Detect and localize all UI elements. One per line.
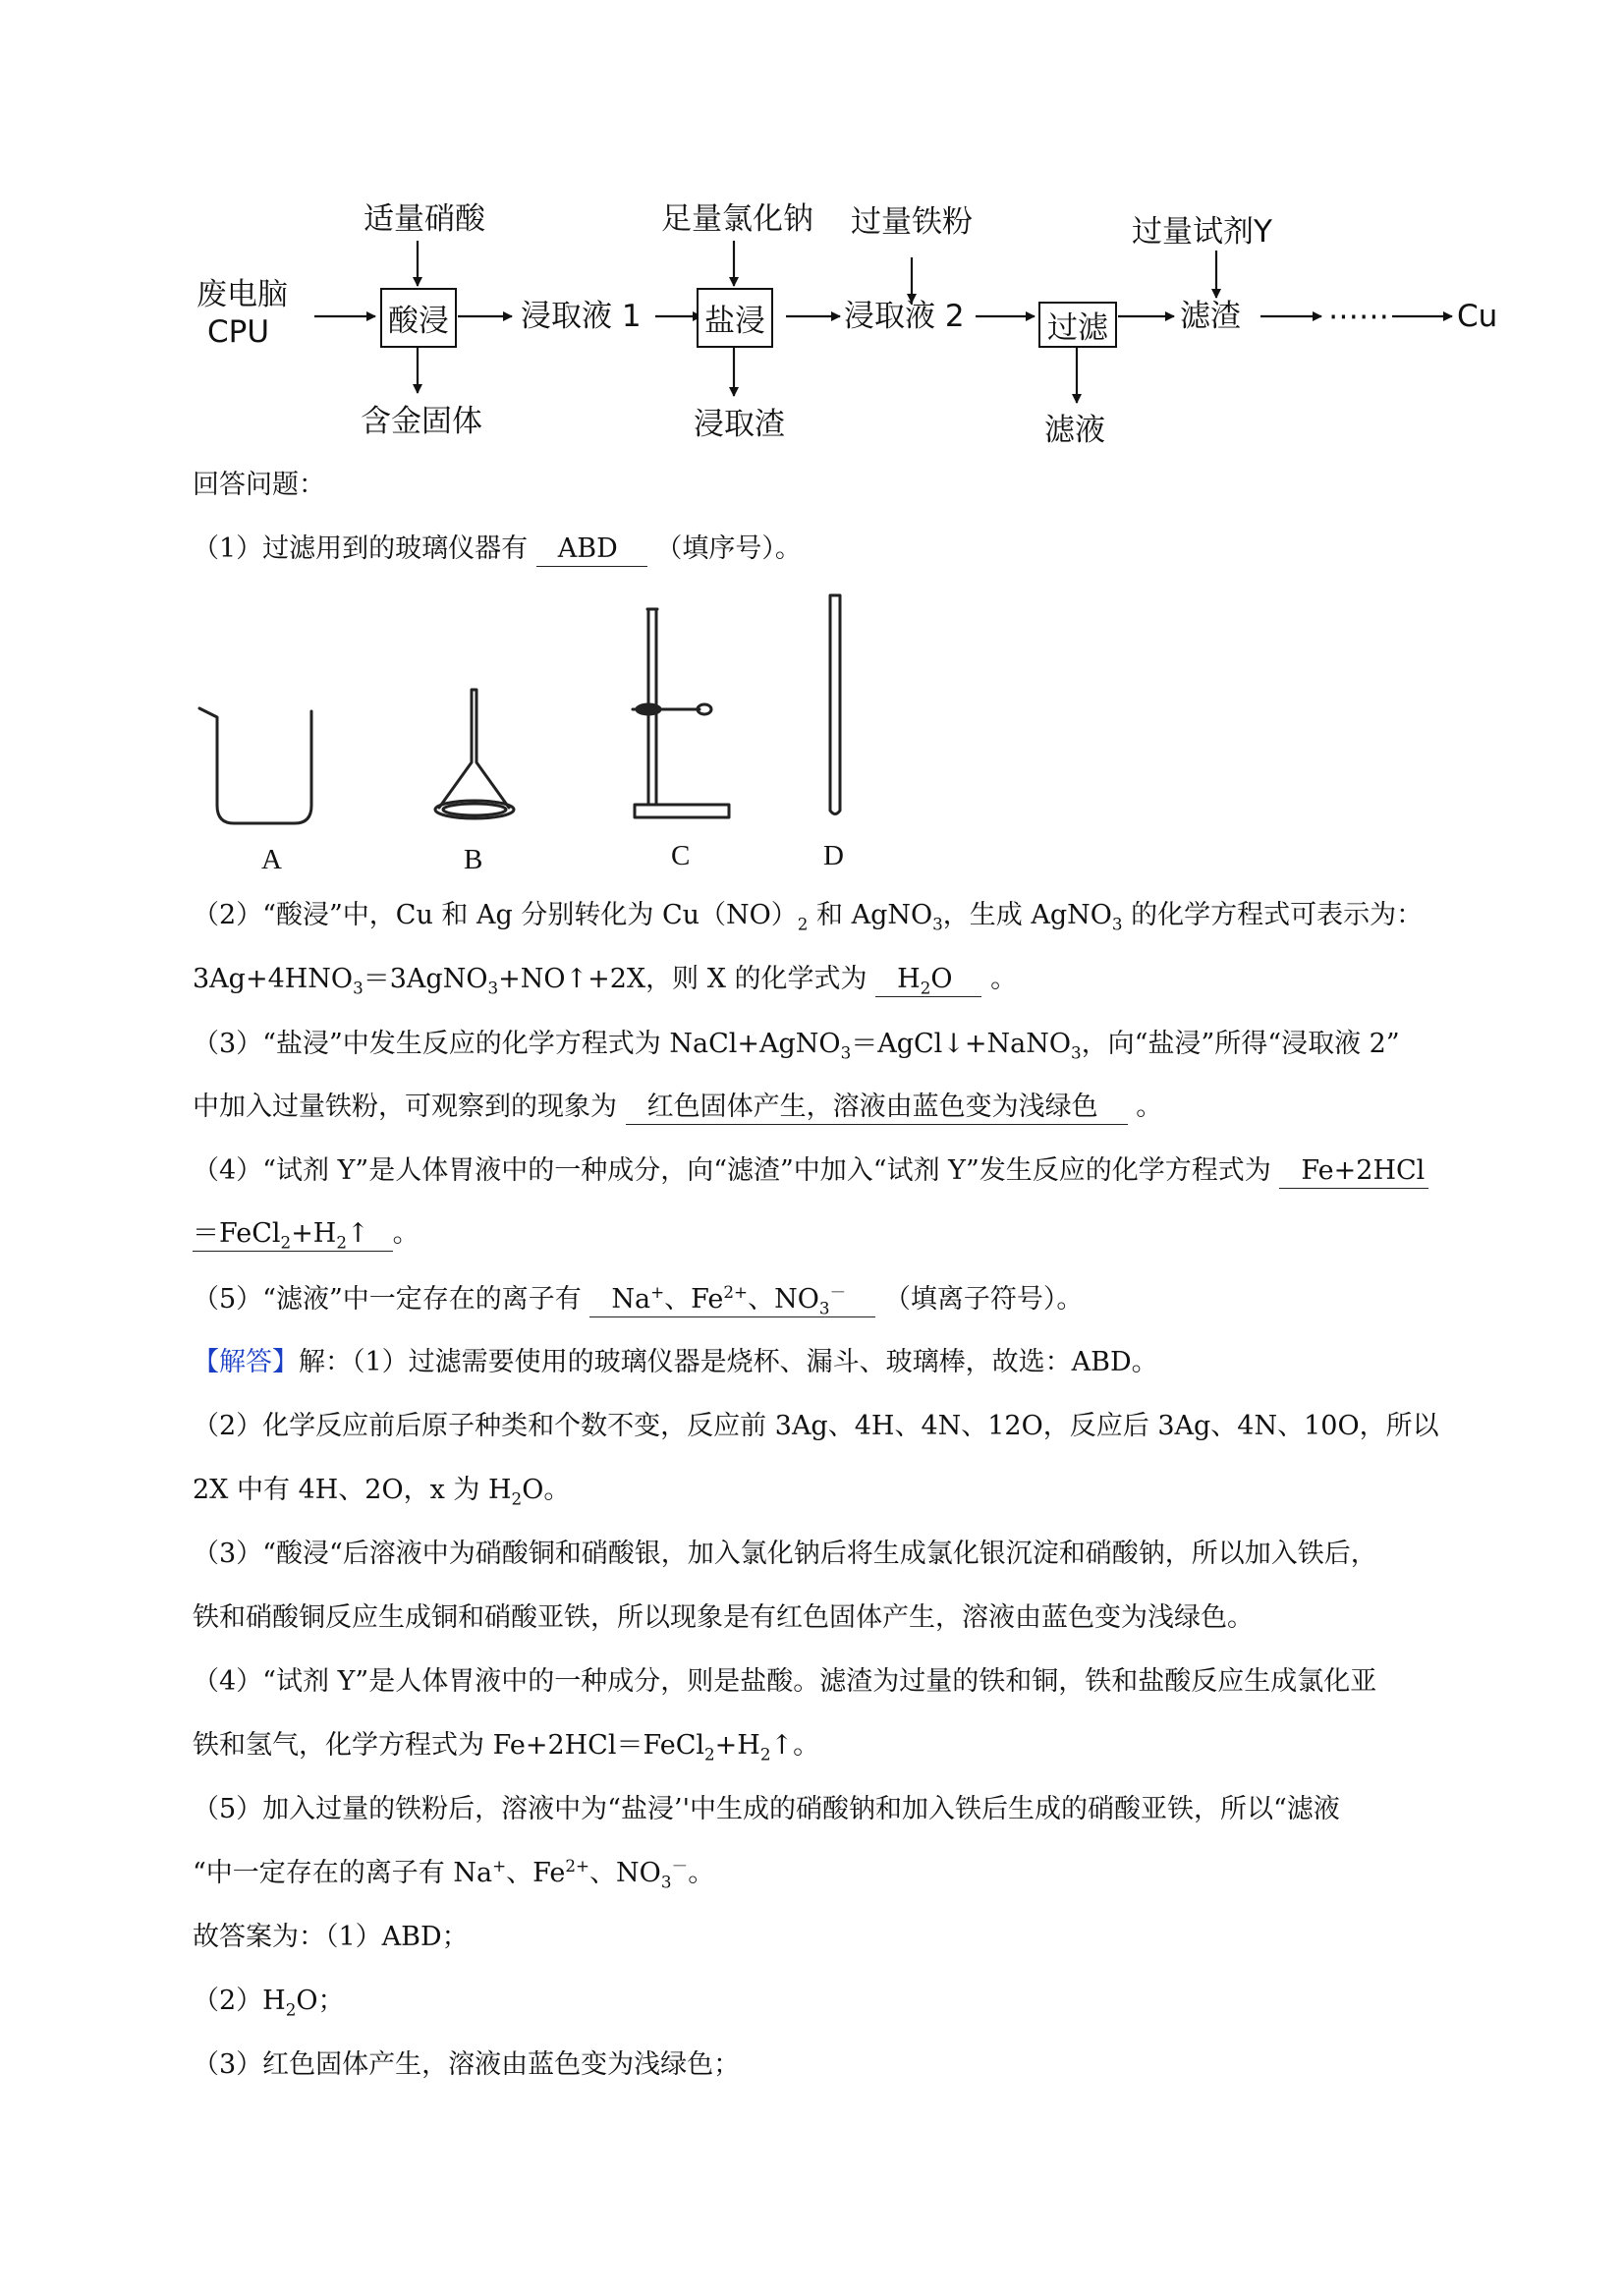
q3-answer: 红色固体产生，溶液由蓝色变为浅绿色 [626, 1091, 1128, 1125]
q5-prefix: （5）“滤液”中一定存在的离子有 [193, 1284, 582, 1315]
intro-text: 回答问题： [193, 470, 325, 500]
s5-c: 、NO [589, 1858, 661, 1888]
s5-sup3: － [671, 1856, 689, 1876]
flow-input-1: 适量硝酸 [364, 201, 485, 237]
s5-sup2: 2+ [565, 1856, 590, 1876]
s4-sub1: 2 [704, 1744, 715, 1764]
glass-rod-icon [830, 595, 840, 814]
s5-sup1: + [492, 1856, 507, 1876]
question-5 [193, 1280, 1083, 1319]
iron-stand-icon [633, 609, 729, 817]
q3-sub1: 3 [840, 1042, 852, 1063]
q2-answer [875, 963, 981, 997]
funnel-icon [439, 690, 509, 808]
s4-sub2: 2 [759, 1744, 771, 1764]
q4-text: （4）“试剂 Y”是人体胃液中的一种成分，向“滤渣”中加入“试剂 Y”发生反应的化学方程式为 [193, 1155, 1271, 1186]
solution-3-line-1: （3）“酸浸“后溶液中为硝酸铜和硝酸银，加入氯化钠后将生成氯化银沉淀和硝酸钠，所以加入铁后， [193, 1539, 1377, 1569]
flow-box-filter: 过滤 [1038, 302, 1117, 348]
q2-answer-a: H [897, 964, 921, 994]
flow-mid-1: 浸取液 1 [521, 299, 642, 334]
q5-ans-b: 、Fe [664, 1284, 724, 1315]
q4-answer-part1: Fe+2HCl [1279, 1154, 1428, 1189]
flow-output-1: 含金固体 [361, 404, 482, 439]
q5-ans-a: Na [611, 1284, 651, 1315]
q2-eq-sub2: 3 [487, 978, 499, 998]
q3-text-c: ，向“盐浸”所得“浸取液 2” [1081, 1029, 1400, 1059]
final-answer-2 [193, 1982, 345, 2021]
flow-box-salt-leach: 盐浸 [697, 288, 773, 348]
flow-box-acid-leach: 酸浸 [380, 288, 457, 348]
question-4-line-1 [193, 1151, 1428, 1191]
q4-ans-b: +H [291, 1218, 337, 1249]
question-2-line-2 [193, 960, 1017, 999]
q4-ans-sub1: 2 [280, 1232, 292, 1253]
flow-mid-2: 浸取液 2 [844, 299, 965, 334]
q3-text-a: （3）“盐浸”中发生反应的化学方程式为 NaCl+AgNO [193, 1029, 841, 1059]
s2-sub: 2 [511, 1488, 523, 1509]
beaker-icon [199, 708, 311, 823]
q1-suffix: （填序号）。 [655, 533, 802, 564]
q2-text-b: 和 AgNO [808, 900, 933, 930]
solution-1-text: 解：（1）过滤需要使用的玻璃仪器是烧杯、漏斗、玻璃棒，故选：ABD。 [299, 1347, 1158, 1377]
q4-ans-a: ＝FeCl [193, 1218, 281, 1249]
flow-start-top: 废电脑 [196, 277, 288, 312]
flow-output-2: 浸取渣 [694, 407, 785, 442]
apparatus-label-d: D [823, 840, 844, 871]
q1-answer: ABD [536, 532, 647, 567]
q4-answer-part2 [193, 1217, 393, 1252]
apparatus-label-c: C [671, 840, 691, 871]
apparatus-label-b: B [464, 844, 483, 875]
question-3-line-1 [193, 1025, 1400, 1064]
q2-sub3: 3 [1111, 914, 1123, 934]
solution-2-line-1: （2）化学反应前后原子种类和个数不变，反应前 3Ag、4H、4N、12O，反应后 3Ag、4N、10O，所以 [193, 1411, 1439, 1441]
apparatus-drawings [0, 0, 1623, 884]
q3-sub2: 3 [1071, 1042, 1082, 1063]
s5-d: 。 [688, 1858, 715, 1888]
solution-1 [193, 1343, 1158, 1382]
final2-a: （2）H [193, 1986, 286, 2016]
q4-ans-sub2: 2 [336, 1232, 348, 1253]
q2-eq-a: 3Ag+4HNO [193, 964, 354, 994]
final-answer-1: 故答案为：（1）ABD； [193, 1922, 469, 1952]
s5-sub: 3 [660, 1872, 672, 1892]
apparatus-label-a: A [261, 844, 282, 875]
s5-a: “中一定存在的离子有 Na [193, 1858, 493, 1888]
final-answer-3: （3）红色固体产生，溶液由蓝色变为浅绿色； [193, 2049, 741, 2080]
q4-ans-c: ↑ [347, 1218, 369, 1249]
q2-eq-b: ＝3AgNO [363, 964, 488, 994]
q2-text-a: （2）“酸浸”中，Cu 和 Ag 分别转化为 Cu（NO） [193, 900, 798, 930]
solution-2-line-2 [193, 1471, 570, 1510]
q5-answer [589, 1283, 875, 1317]
q4-end: 。 [392, 1218, 420, 1249]
s4-b: +H [714, 1730, 760, 1761]
question-2-line-1 [193, 896, 1423, 935]
q5-sub: 3 [818, 1298, 830, 1318]
q3-end: 。 [1136, 1092, 1163, 1122]
s5-b: 、Fe [506, 1858, 566, 1888]
solution-4-line-1: （4）“试剂 Y”是人体胃液中的一种成分，则是盐酸。滤渣为过量的铁和铜，铁和盐酸反应生成氯化亚 [193, 1666, 1377, 1697]
flow-start-bottom: CPU [207, 314, 270, 350]
flow-mid-3: 滤渣 [1180, 299, 1241, 334]
q2-sub2: 3 [932, 914, 943, 934]
s4-a: 铁和氢气，化学方程式为 Fe+2HCl＝FeCl [193, 1730, 704, 1761]
final2-b: O； [296, 1986, 345, 2016]
q2-text-d: 的化学方程式可表示为： [1122, 900, 1424, 930]
solution-3-line-2: 铁和硝酸铜反应生成铜和硝酸亚铁，所以现象是有红色固体产生，溶液由蓝色变为浅绿色。 [193, 1602, 1254, 1633]
q2-end: 。 [990, 964, 1018, 994]
final2-sub: 2 [285, 1999, 297, 2020]
s2-a: 2X 中有 4H、2O，x 为 H [193, 1475, 512, 1505]
solution-5-line-1: （5）加入过量的铁粉后，溶液中为“盐浸’'中生成的硝酸钠和加入铁后生成的硝酸亚铁，所以“滤液 [193, 1794, 1340, 1824]
q2-eq-sub1: 3 [353, 978, 364, 998]
solution-5-line-2 [193, 1854, 714, 1893]
flow-output-3: 滤液 [1044, 413, 1105, 448]
q5-sup1: + [650, 1282, 665, 1302]
flow-end: Cu [1457, 299, 1498, 334]
s2-b: O。 [522, 1475, 571, 1505]
solution-4-line-2 [193, 1726, 819, 1765]
q2-eq-c: +NO↑+2X，则 X 的化学式为 [498, 964, 867, 994]
q3-text-b: ＝AgCl↓+NaNO [851, 1029, 1072, 1059]
flow-dots: ⋯⋯ [1328, 299, 1389, 334]
q1-prefix: （1）过滤用到的玻璃仪器有 [193, 533, 529, 564]
q2-sub: 2 [797, 914, 809, 934]
question-4-line-2 [193, 1214, 420, 1254]
q5-sup2: 2+ [723, 1282, 749, 1302]
flow-input-3: 过量铁粉 [851, 204, 973, 240]
q2-answer-sub: 2 [920, 978, 931, 998]
q2-text-c: ，生成 AgNO [942, 900, 1112, 930]
flow-input-4: 过量试剂Y [1132, 214, 1272, 250]
question-3-line-2 [193, 1088, 1162, 1127]
s4-c: ↑。 [770, 1730, 820, 1761]
flow-input-2: 足量氯化钠 [661, 201, 813, 237]
q5-suffix: （填离子符号）。 [883, 1284, 1084, 1315]
q2-answer-b: O [930, 964, 953, 994]
solution-label: 【解答】 [193, 1347, 299, 1377]
q3-prefix: 中加入过量铁粉，可观察到的现象为 [193, 1092, 617, 1122]
q5-ans-c: 、NO [748, 1284, 819, 1315]
q5-sup3: － [829, 1282, 847, 1302]
